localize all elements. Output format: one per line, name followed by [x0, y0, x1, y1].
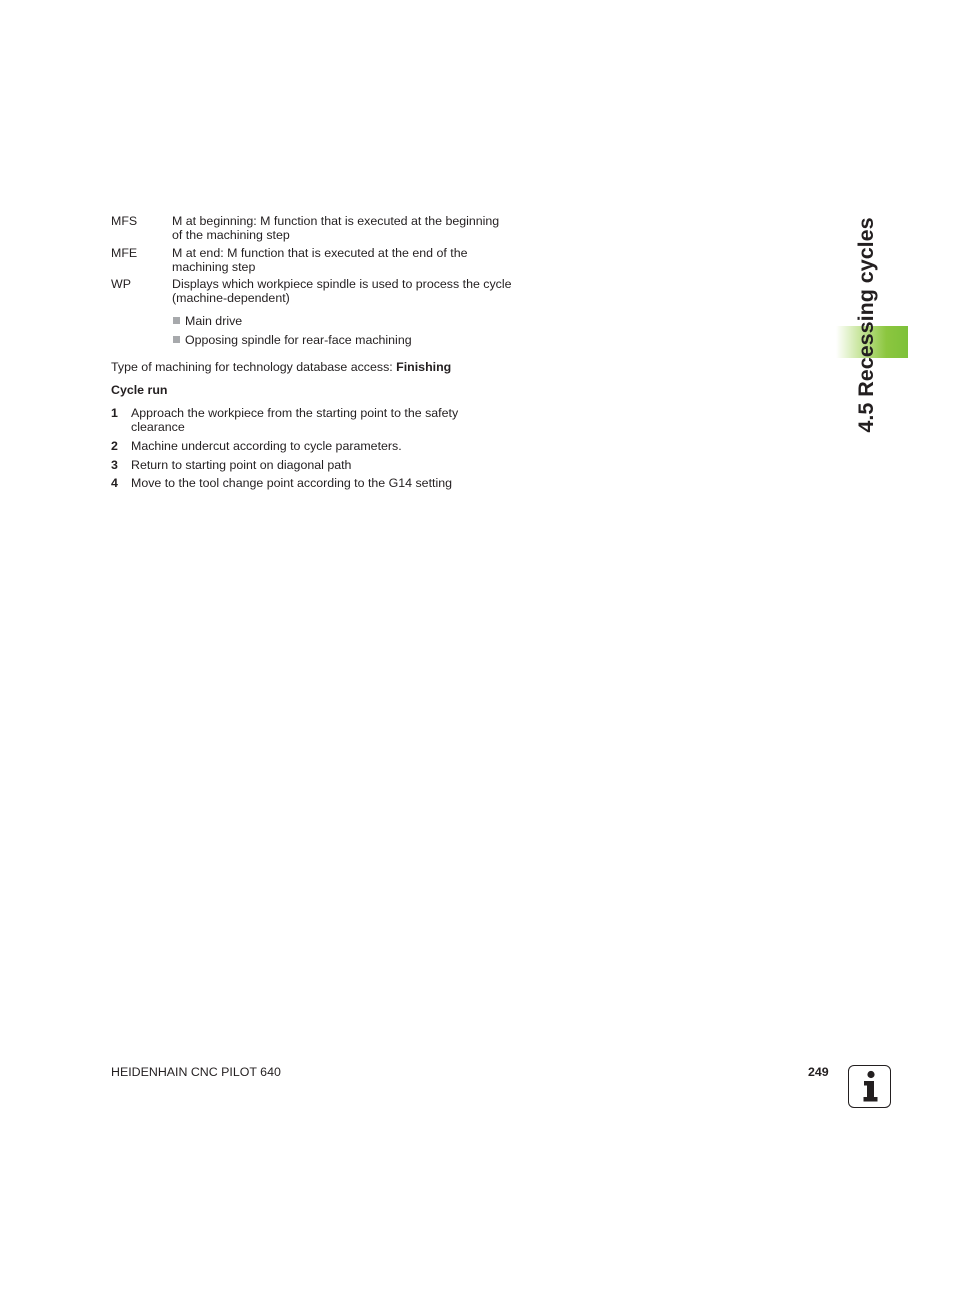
technology-line [111, 360, 511, 374]
wp-option-opposing-spindle [173, 333, 412, 347]
step-number: 2 [111, 439, 118, 453]
technology-line-value: Finishing [396, 360, 452, 374]
step-text: Machine undercut according to cycle parameters. [131, 439, 402, 453]
wp-option-label: Opposing spindle for rear-face machining [185, 333, 412, 347]
info-icon[interactable] [848, 1065, 891, 1108]
param-key: MFE [111, 246, 138, 260]
step-text: Move to the tool change point according to the G14 setting [131, 476, 452, 490]
step-number: 4 [111, 476, 118, 490]
page-number: 249 [808, 1065, 829, 1079]
section-title: 4.5 Recessing cycles [854, 217, 878, 433]
param-key: WP [111, 277, 131, 291]
step-text: Approach the workpiece from the starting point to the safety clearance [131, 406, 459, 434]
footer-manual-name: HEIDENHAIN CNC PILOT 640 [111, 1065, 281, 1079]
param-desc: Displays which workpiece spindle is used to process the cycle (machine-dependent) [172, 277, 512, 305]
bullet-square-icon [173, 336, 180, 343]
param-key: MFS [111, 214, 138, 228]
wp-option-label: Main drive [185, 314, 243, 328]
param-desc: M at beginning: M function that is executed at the beginning of the machining step [172, 214, 500, 242]
wp-option-main-drive [173, 314, 242, 328]
step-number: 1 [111, 406, 118, 420]
cycle-run-heading: Cycle run [111, 383, 168, 397]
technology-line-text: Type of machining for technology database access: [111, 360, 397, 374]
bullet-square-icon [173, 317, 180, 324]
step-number: 3 [111, 458, 118, 472]
step-text: Return to starting point on diagonal path [131, 458, 352, 472]
param-desc: M at end: M function that is executed at the end of the machining step [172, 246, 468, 274]
info-glyph [849, 1066, 890, 1107]
